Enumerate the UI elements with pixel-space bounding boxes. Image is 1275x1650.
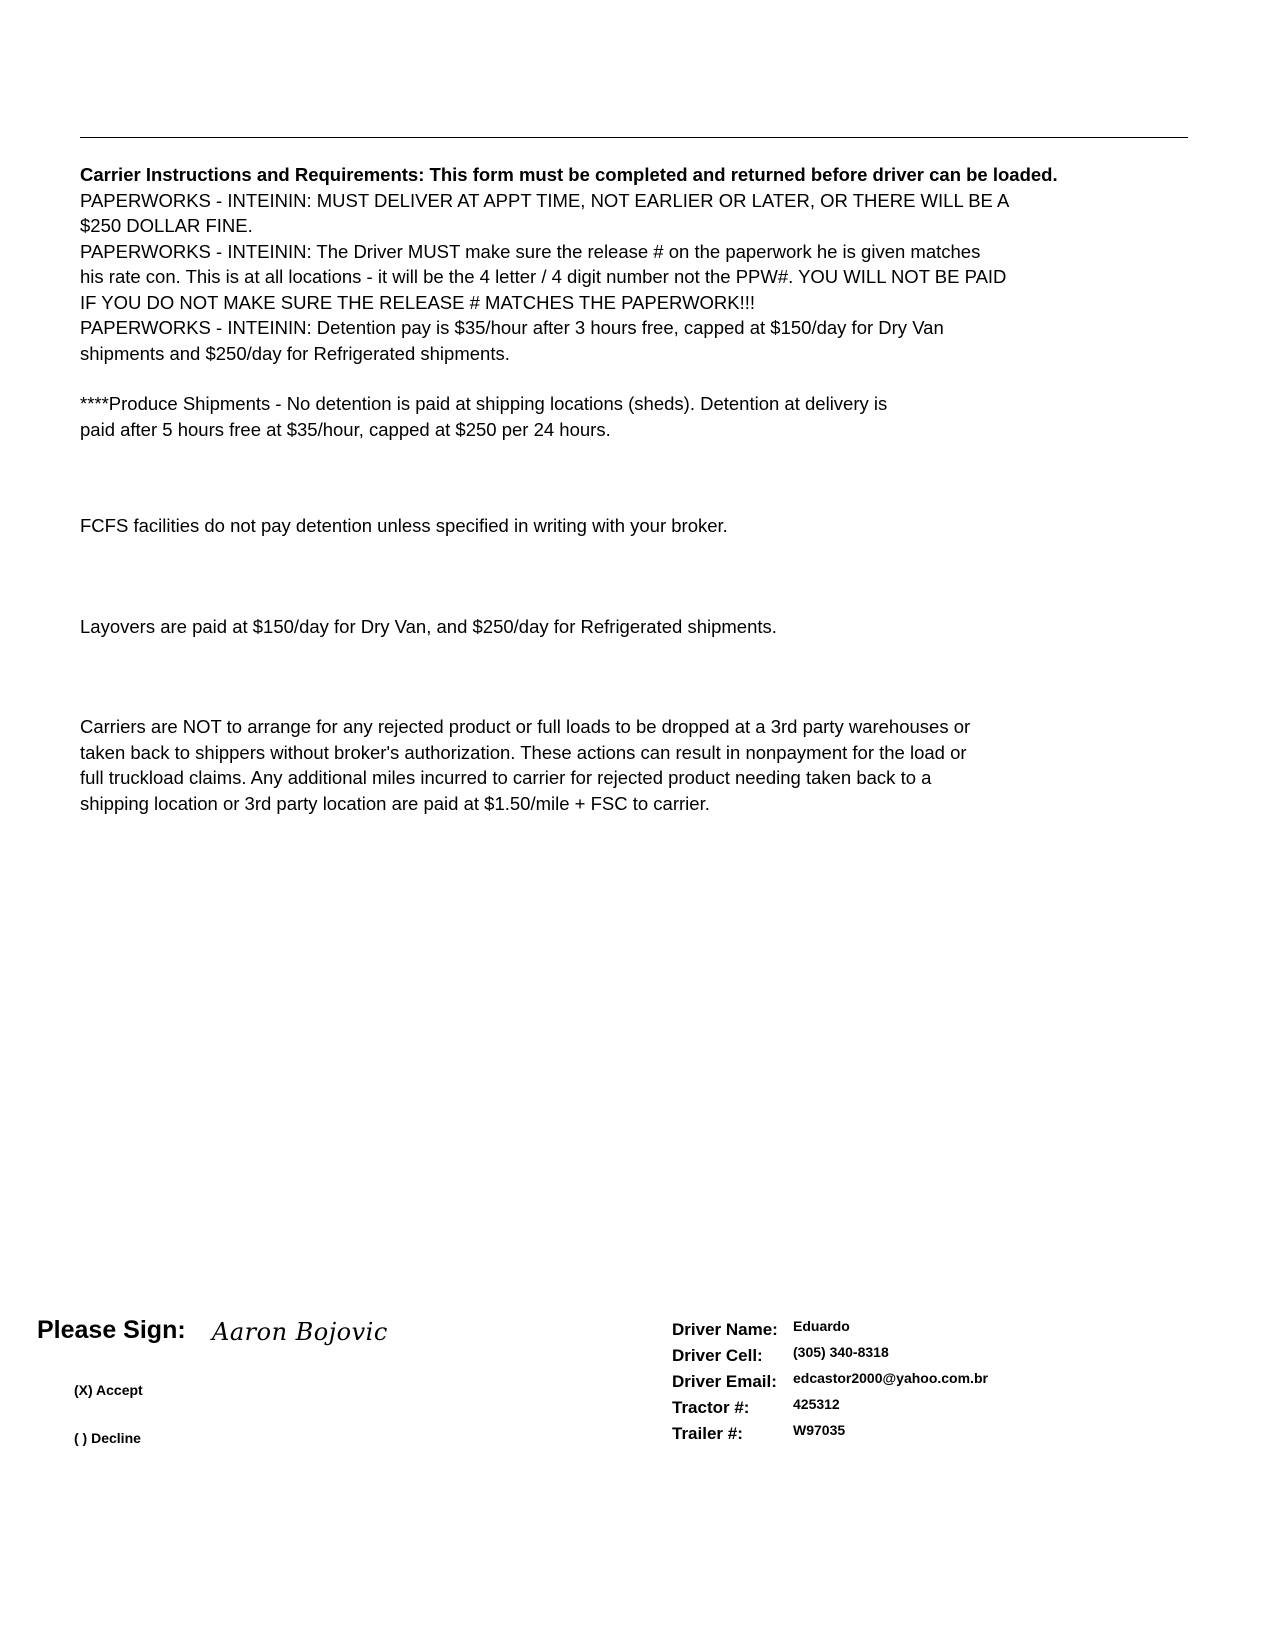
driver-email-value[interactable]: edcastor2000@yahoo.com.br [793,1370,988,1386]
driver-cell-label: Driver Cell: [672,1346,763,1365]
produce-line: ****Produce Shipments - No detention is paid at shipping locations (sheds). Detention at delivery is [80,393,888,414]
tractor-label: Tractor #: [672,1398,750,1417]
trailer-row [672,1422,1232,1448]
rejected-line: shipping location or 3rd party location are paid at $1.50/mile + FSC to carrier. [80,792,710,814]
signature-field[interactable]: Aaron Bojovic [212,1318,388,1346]
instructions-line: shipments and $250/day for Refrigerated shipments. [80,342,510,364]
spacer [80,539,1200,614]
instructions-line: PAPERWORKS - INTEININ: The Driver MUST make sure the release # on the paperwork he is given matches [80,240,981,262]
instructions-line: his rate con. This is at all locations - it will be the 4 letter / 4 digit number not the PPW#. YOU WILL NOT BE PAID [80,266,1007,287]
rejected-line: taken back to shippers without broker's authorization. These actions can result in nonpayment for the load or [80,741,967,763]
rejected-line: full truckload claims. Any additional miles incurred to carrier for rejected product needing taken back to a [80,767,932,788]
layovers-note: Layovers are paid at $150/day for Dry Van, and $250/day for Refrigerated shipments. [80,615,777,637]
driver-info [672,1318,1232,1448]
driver-email-row [672,1370,1232,1396]
trailer-value[interactable]: W97035 [793,1422,846,1438]
instructions-line: PAPERWORKS - INTEININ: MUST DELIVER AT APPT TIME, NOT EARLIER OR LATER, OR THERE WILL BE A [80,189,1010,211]
carrier-instructions [80,162,1200,816]
driver-cell-row [672,1344,1232,1370]
trailer-label: Trailer #: [672,1424,743,1443]
driver-email-label: Driver Email: [672,1372,777,1391]
driver-name-row [672,1318,1232,1344]
decline-option[interactable]: ( ) Decline [74,1430,141,1446]
driver-name-label: Driver Name: [672,1320,778,1339]
top-divider [80,137,1188,138]
tractor-row [672,1396,1232,1422]
fcfs-note: FCFS facilities do not pay detention unless specified in writing with your broker. [80,515,728,536]
driver-cell-value[interactable]: (305) 340-8318 [793,1344,889,1360]
instructions-line: IF YOU DO NOT MAKE SURE THE RELEASE # MATCHES THE PAPERWORK!!! [80,291,756,313]
spacer [80,639,1200,714]
instructions-heading: Carrier Instructions and Requirements: This form must be completed and returned before driver can be loaded. [80,164,1058,185]
instructions-line: PAPERWORKS - INTEININ: Detention pay is $35/hour after 3 hours free, capped at $150/day for Dry Van [80,317,944,338]
accept-option[interactable]: (X) Accept [74,1382,143,1398]
instructions-line: $250 DOLLAR FINE. [80,215,253,236]
rejected-line: Carriers are NOT to arrange for any rejected product or full loads to be dropped at a 3rd party warehouses or [80,716,971,737]
please-sign-label: Please Sign: [37,1316,186,1344]
tractor-value[interactable]: 425312 [793,1396,840,1412]
driver-name-value[interactable]: Eduardo [793,1318,850,1334]
produce-line: paid after 5 hours free at $35/hour, capped at $250 per 24 hours. [80,418,611,440]
spacer [80,366,1200,391]
spacer [80,442,1200,513]
